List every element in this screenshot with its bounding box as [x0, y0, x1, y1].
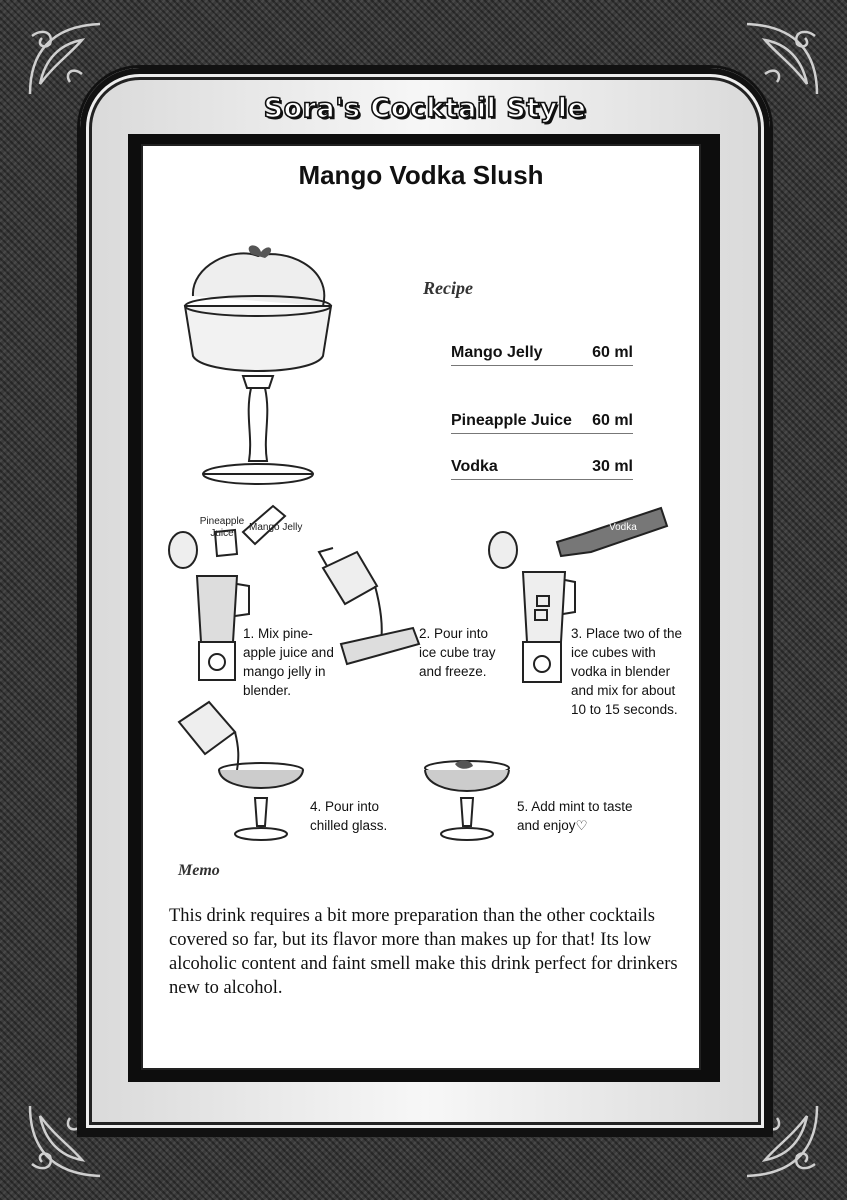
- pineapple-juice-label: Pineapple Juice: [199, 516, 245, 539]
- ingredient-row: [451, 412, 633, 434]
- ingredient-row: [451, 458, 633, 480]
- frame-title: Sora's Cocktail Style: [263, 92, 587, 124]
- memo-text: This drink requires a bit more preparation than the other cocktails covered so far, but its flavor more than makes up for that! Its low alcoholic content and faint smell make this drink perfect for drinkers new to alcohol.: [169, 906, 678, 998]
- ingredient-amount: 60 ml: [592, 344, 633, 361]
- ingredient-amount: 30 ml: [592, 458, 633, 475]
- step-5: 5. Add mint to taste and enjoy♡: [517, 799, 633, 833]
- step-1: 1. Mix pine-apple juice and mango jelly in blender.: [243, 626, 334, 698]
- vodka-label: Vodka: [609, 522, 637, 533]
- mango-jelly-label: Mango Jelly: [249, 522, 303, 533]
- ingredient-amount: 60 ml: [592, 412, 633, 429]
- recipe-card: [141, 144, 701, 1070]
- recipe-label: Recipe: [423, 278, 473, 298]
- ingredient-name: Vodka: [451, 458, 498, 475]
- slush-glass-illustration: [173, 246, 343, 486]
- frame-title-band: [95, 82, 755, 134]
- step-2: 2. Pour into ice cube tray and freeze.: [419, 626, 496, 679]
- drink-title: Mango Vodka Slush: [298, 160, 544, 190]
- ingredient-name: Mango Jelly: [451, 344, 543, 361]
- pour-glass-illustration: [173, 698, 313, 842]
- ingredient-row: [451, 344, 633, 366]
- step-4: 4. Pour into chilled glass.: [310, 799, 388, 833]
- ingredient-name: Pineapple Juice: [451, 412, 572, 429]
- memo-label: Memo: [178, 862, 220, 879]
- finished-drink-illustration: [421, 758, 521, 842]
- step-3: 3. Place two of the ice cubes with vodka in blender and mix for about 10 to 15 seconds.: [571, 626, 683, 717]
